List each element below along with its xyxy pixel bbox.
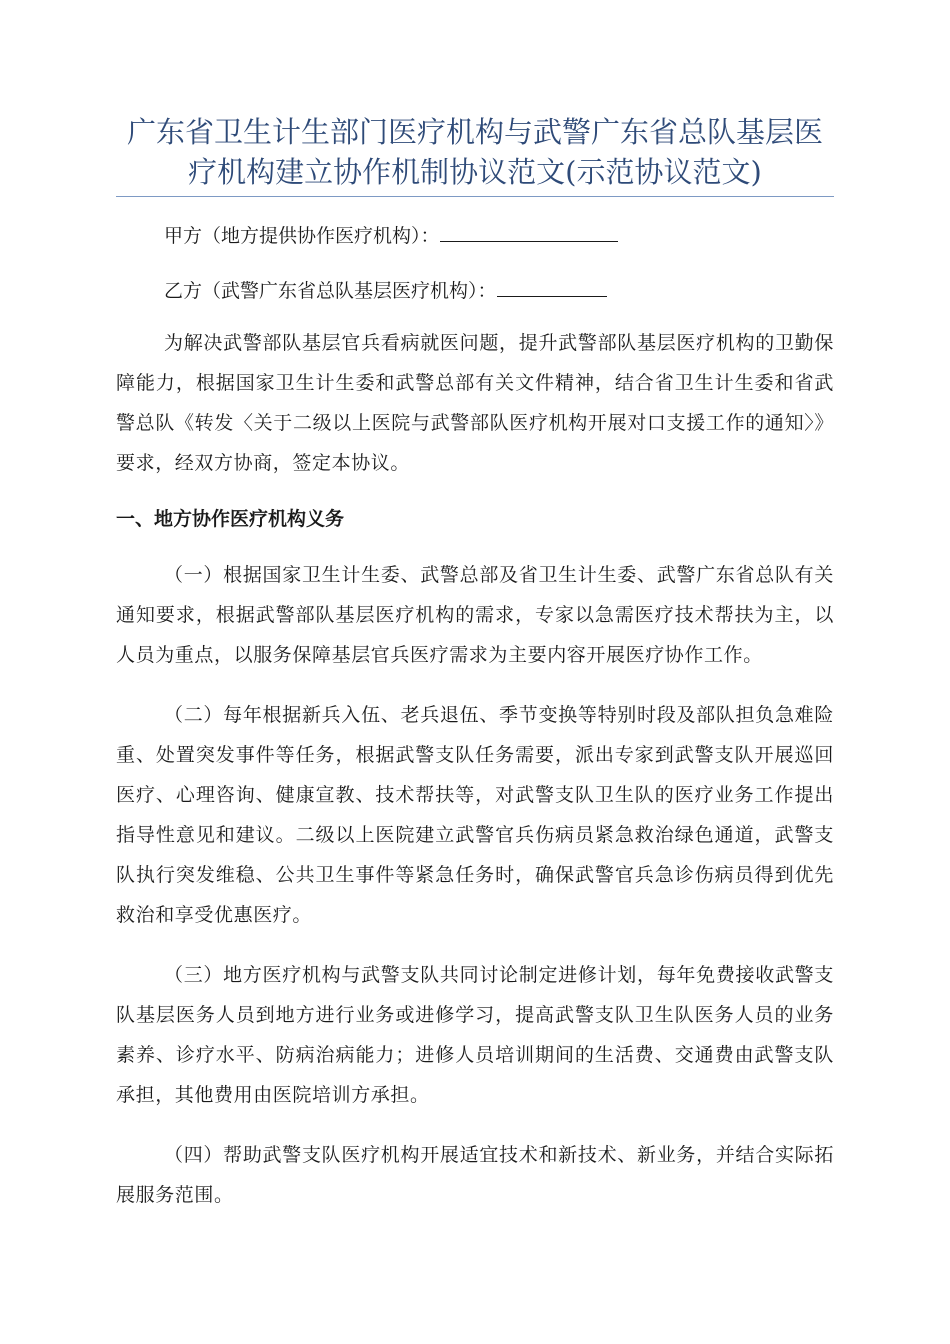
- title-line-1: 广东省卫生计生部门医疗机构与武警广东省总队基层医: [126, 115, 823, 149]
- title-underline: [116, 196, 834, 197]
- document-title: [116, 112, 834, 192]
- clause-3: （三）地方医疗机构与武警支队共同讨论制定进修计划，每年免费接收武警支队基层医务人员到地方进行业务或进修学习，提高武警支队卫生队医务人员的业务素养、诊疗水平、防病治病能力；进修人员培训期间的生活费、交通费由武警支队承担，其他费用由医院培训方承担。: [116, 964, 834, 1106]
- intro-paragraph: 为解决武警部队基层官兵看病就医问题，提升武警部队基层医疗机构的卫勤保障能力，根据国家卫生计生委和武警总部有关文件精神，结合省卫生计生委和省武警总队《转发〈关于二级以上医院与武警部队医疗机构开展对口支援工作的通知〉》要求，经双方协商，签定本协议。: [116, 332, 834, 474]
- party-b-blank: [497, 278, 607, 297]
- party-a-label: 甲方（地方提供协作医疗机构）：: [164, 225, 440, 247]
- party-a-line: [116, 223, 834, 248]
- title-line-2: 疗机构建立协作机制协议范文(示范协议范文): [188, 155, 762, 189]
- party-b-label: 乙方（武警广东省总队基层医疗机构）：: [164, 280, 497, 302]
- party-a-blank: [440, 223, 618, 242]
- section-1-heading: 一、地方协作医疗机构义务: [116, 508, 345, 530]
- clause-4: （四）帮助武警支队医疗机构开展适宜技术和新技术、新业务，并结合实际拓展服务范围。: [116, 1144, 834, 1206]
- clause-2: （二）每年根据新兵入伍、老兵退伍、季节变换等特别时段及部队担负急难险重、处置突发事件等任务，根据武警支队任务需要，派出专家到武警支队开展巡回医疗、心理咨询、健康宣教、技术帮扶等，对武警支队卫生队的医疗业务工作提出指导性意见和建议。二级以上医院建立武警官兵伤病员紧急救治绿色通道，武警支队执行突发维稳、公共卫生事件等紧急任务时，确保武警官兵急诊伤病员得到优先救治和享受优惠医疗。: [116, 704, 834, 926]
- clause-1: （一）根据国家卫生计生委、武警总部及省卫生计生委、武警广东省总队有关通知要求，根据武警部队基层医疗机构的需求，专家以急需医疗技术帮扶为主，以人员为重点，以服务保障基层官兵医疗需求为主要内容开展医疗协作工作。: [116, 564, 834, 666]
- party-b-line: [116, 278, 834, 303]
